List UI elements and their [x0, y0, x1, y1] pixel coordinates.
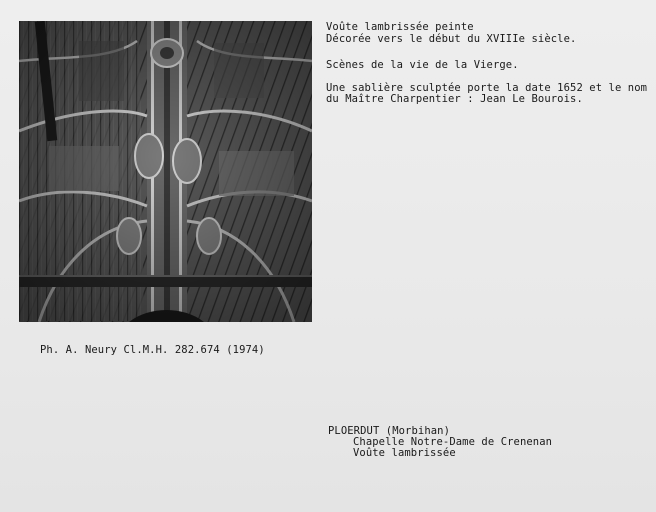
location-subject: Voûte lambrissée	[353, 447, 456, 459]
title-line: Voûte lambrissée peinte	[326, 21, 474, 33]
photo-credit: Ph. A. Neury Cl.M.H. 282.674 (1974)	[40, 344, 265, 356]
vault-photograph	[19, 21, 312, 322]
subject-line: Scènes de la vie de la Vierge.	[326, 59, 519, 71]
location-place: PLOERDUT (Morbihan)	[328, 425, 451, 437]
location-building: Chapelle Notre-Dame de Crenenan	[353, 436, 553, 448]
inscription-line-1: Une sablière sculptée porte la date 1652 et le nom	[326, 82, 648, 94]
inscription-line-2: du Maître Charpentier : Jean Le Bourois.	[326, 93, 583, 105]
dating-line: Décorée vers le début du XVIIIe siècle.	[326, 33, 577, 45]
